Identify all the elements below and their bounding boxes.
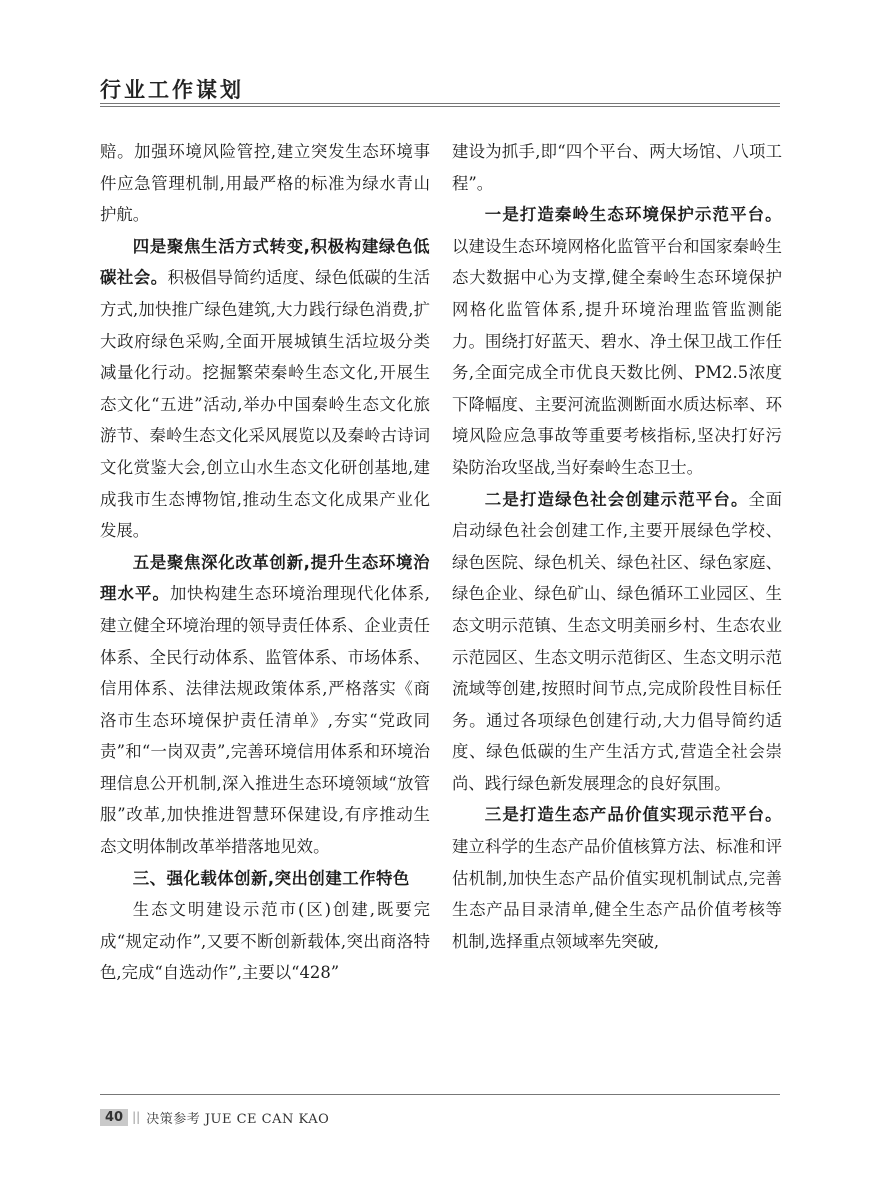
paragraph-body: 全面启动绿色社会创建工作,主要开展绿色学校、绿色医院、绿色机关、绿色社区、绿色家庭、绿色企业、绿色矿山、绿色循环工业园区、生态文明示范镇、生态文明美丽乡村、生态农业示范园区、生态文明示范街区、生态文明示范流域等创建,按照时间节点,完成阶段性目标任务。通过各项绿色创建行动,大力倡导简约适度、绿色低碳的生产生活方式,营造全社会崇尚、践行绿色新发展理念的良好氛围。 [452,489,783,793]
publication-name: 决策参考 JUE CE CAN KAO [146,1111,330,1127]
paragraph [100,547,430,863]
paragraph-body: 建立科学的生态产品价值核算方法、标准和评估机制,加快生态产品价值实现机制试点,完善生态产品目录清单,健全生态产品价值考核等机制,选择重点领域率先突破, [452,837,782,951]
paragraph-heading: 三是打造生态产品价值实现示范平台。 [484,805,782,825]
paragraph-body: 以建设生态环境网格化监管平台和国家秦岭生态大数据中心为支撑,健全秦岭生态环境保护网格化监管体系,提升环境治理监管监测能力。围绕打好蓝天、碧水、净土保卫战工作任务,全面完成全市优良天数比例、PM2.5浓度下降幅度、主要河流监测断面水质达标率、环境风险应急事故等重要考核指标,坚决打好污染防治攻坚战,当好秦岭生态卫士。 [452,236,782,477]
page-footer [100,1106,329,1128]
footer-rule [100,1094,780,1095]
paragraph-body: 积极倡导简约适度、绿色低碳的生活方式,加快推广绿色建筑,大力践行绿色消费,扩大政府绿色采购,全面开展城镇生活垃圾分类减量化行动。挖掘繁荣秦岭生态文化,开展生态文化“五进”活动,举办中国秦岭生态文化旅游节、秦岭生态文化采风展览以及秦岭古诗词文化赏鉴大会,创立山水生态文化研创基地,建成我市生态博物馆,推动生态文化成果产业化发展。 [100,268,431,541]
paragraph [100,231,430,547]
paragraph-heading: 一是打造秦岭生态环境保护示范平台。 [484,205,782,225]
footer-separator: || [132,1110,141,1124]
paragraph-body: 加快构建生态环境治理现代化体系,建立健全环境治理的领导责任体系、企业责任体系、全民行动体系、监管体系、市场体系、信用体系、法律法规政策体系,严格落实《商洛市生态环境保护责任清单》,夯实“党政同责”和“一岗双责”,完善环境信用体系和环境治理信息公开机制,深入推进生态环境领域“放管服”改革,加快推进智慧环保建设,有序推动生态文明体制改革举措落地见效。 [100,584,431,857]
section-heading-text: 三、强化载体创新,突出创建工作特色 [132,868,410,888]
paragraph [452,484,782,800]
paragraph: 生态文明建设示范市(区)创建,既要完成“规定动作”,又要不断创新载体,突出商洛特色,完成“自选动作”,主要以“428” [100,900,430,983]
left-column [100,136,430,989]
paragraph: 建设为抓手,即“四个平台、两大场馆、八项工程”。 [452,142,782,193]
paragraph-heading: 二是打造绿色社会创建示范平台。 [484,489,749,509]
paragraph: 赔。加强环境风险管控,建立突发生态环境事件应急管理机制,用最严格的标准为绿水青山护航。 [100,142,430,225]
page-number: 40 [100,1109,128,1126]
section-heading [100,863,430,895]
paragraph [452,199,782,483]
section-title: 行业工作谋划 [100,78,244,102]
header-rule [100,103,780,104]
paragraph-heading: 五是聚焦深化改革创新,提升生态环境治理水平。 [100,552,430,604]
paragraph-heading: 四是聚焦生活方式转变,积极构建绿色低碳社会。 [100,236,430,288]
paragraph [452,799,782,957]
right-column [452,136,782,957]
header-rule-2 [100,106,780,107]
